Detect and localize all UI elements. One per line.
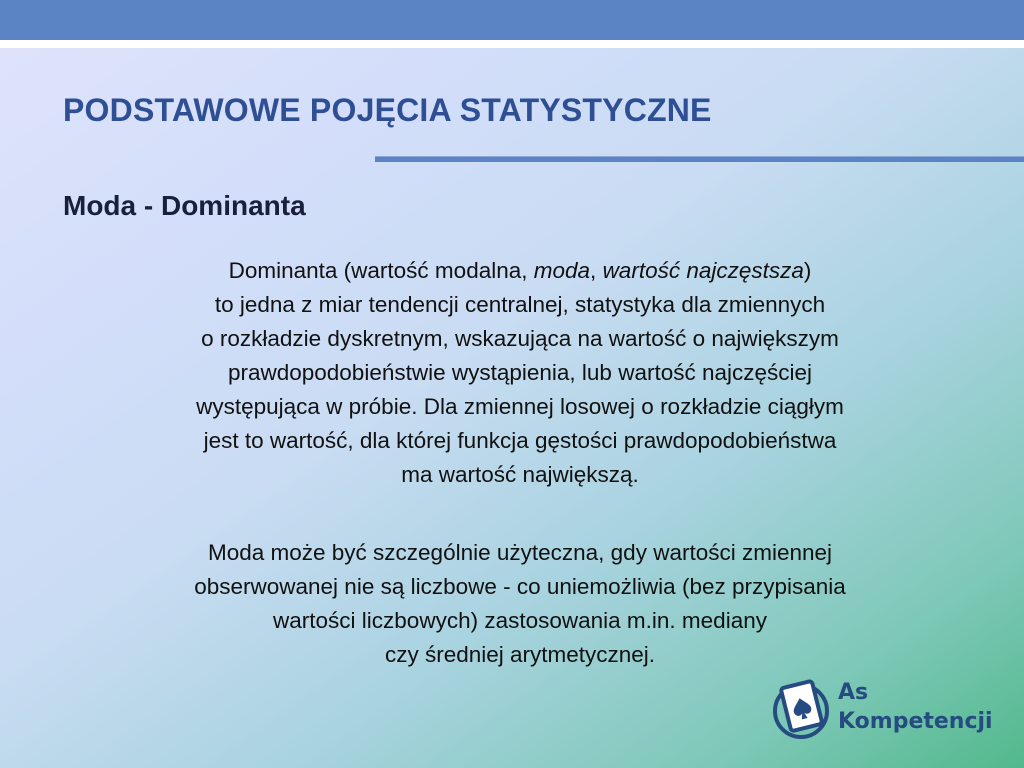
definition-line: to jedna z miar tendencji centralnej, statystyka dla zmiennych	[214, 292, 826, 317]
usage-line: obserwowanej nie są liczbowe - co uniemożliwia (bez przypisania	[194, 574, 846, 599]
definition-line: o rozkładzie dyskretnym, wskazująca na wartość o największym	[201, 326, 839, 351]
definition-text: Dominanta (wartość modalna,	[228, 258, 534, 283]
definition-line: ma wartość największą.	[401, 462, 639, 487]
definition-term-najczestsza: wartość najczęstsza	[602, 258, 804, 283]
usage-paragraph	[80, 536, 960, 672]
definition-separator: ,	[590, 258, 603, 283]
usage-line: Moda może być szczególnie użyteczna, gdy wartości zmiennej	[207, 540, 833, 565]
definition-term-moda: moda	[533, 258, 591, 283]
definition-line: prawdopodobieństwie wystąpienia, lub wartość najczęściej	[227, 360, 813, 385]
as-kompetencji-logo	[770, 676, 1000, 746]
definition-paren: )	[803, 258, 812, 283]
definition-line: występująca w próbie. Dla zmiennej losowej o rozkładzie ciągłym	[196, 394, 844, 419]
logo-line-2: Kompetencji	[838, 709, 993, 734]
definition-line-1	[80, 254, 960, 288]
definition-paragraph	[80, 254, 960, 492]
top-bar-divider	[0, 40, 1024, 48]
logo-line-1: As	[838, 680, 869, 705]
spade-card-icon	[770, 678, 832, 740]
title-underline-rule	[375, 156, 1024, 162]
slide-subtitle: Moda - Dominanta	[63, 190, 306, 221]
definition-line: jest to wartość, dla której funkcja gęstości prawdopodobieństwa	[203, 428, 837, 453]
slide-title: PODSTAWOWE POJĘCIA STATYSTYCZNE	[63, 92, 712, 128]
usage-line: czy średniej arytmetycznej.	[384, 642, 656, 667]
usage-line: wartości liczbowych) zastosowania m.in. mediany	[273, 608, 767, 633]
logo-wordmark	[838, 678, 993, 736]
top-accent-bar	[0, 0, 1024, 40]
